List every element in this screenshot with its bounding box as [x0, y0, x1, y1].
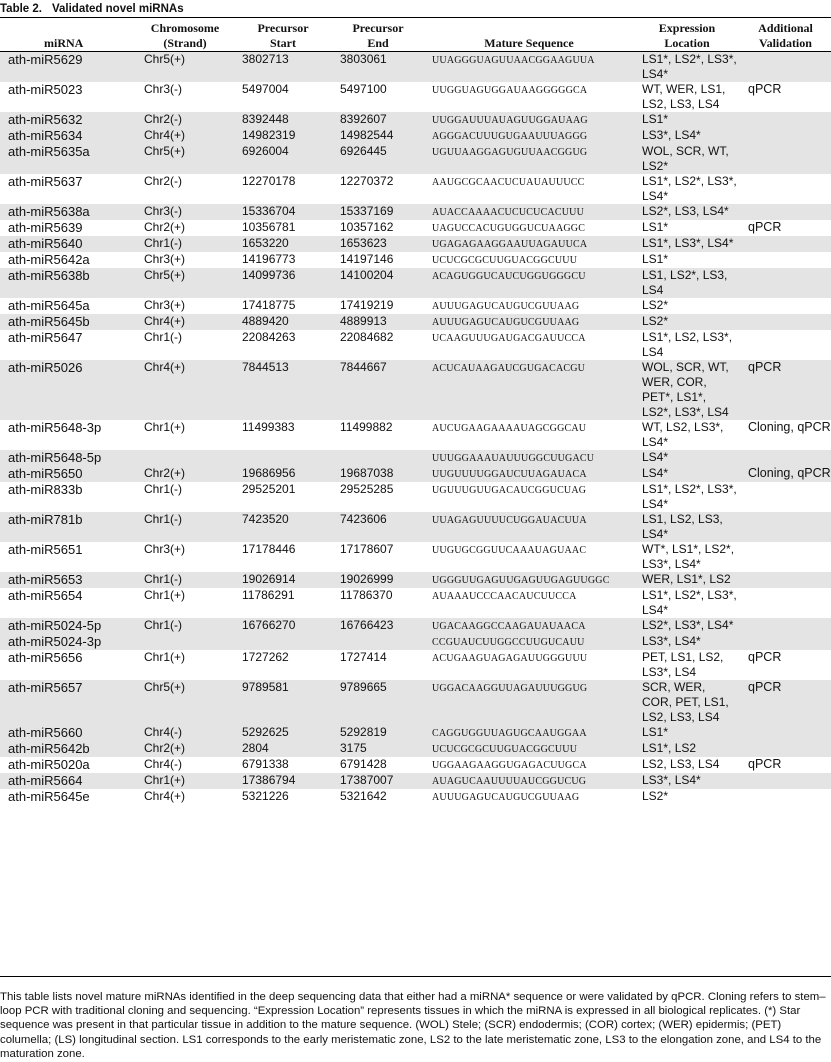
cell-mature-sequence: UUGUUUUGGAUCUUAGAUACA	[424, 466, 634, 482]
cell-additional-validation	[740, 112, 831, 128]
cell-precursor-end: 7423606	[332, 512, 424, 542]
cell-precursor-start: 7844513	[234, 360, 332, 420]
cell-expression-location: LS2*	[642, 298, 669, 312]
cell-mature-sequence: CCGUAUCUUGGCCUUGUCAUU	[424, 634, 634, 650]
col-chromosome: Chromosome (Strand)	[150, 21, 220, 50]
cell-precursor-end: 19687038	[332, 466, 424, 482]
cell-mature-sequence: UUUGGAAAUAUUUGGCUUGACU	[424, 450, 634, 466]
cell-additional-validation	[740, 268, 831, 298]
cell-mature-sequence: AUUUGAGUCAUGUCGUUAAG	[432, 301, 580, 312]
cell-expression-location: LS2, LS3, LS4	[642, 757, 720, 771]
table-row	[0, 512, 831, 542]
cell-precursor-start: 5292625	[234, 725, 332, 741]
cell-mirna: ath-miR5651	[8, 542, 83, 557]
cell-expression-location: LS2*, LS3*, LS4*	[634, 618, 740, 634]
cell-chromosome: Chr4(-)	[144, 757, 182, 771]
cell-additional-validation: qPCR	[740, 680, 831, 725]
cell-expression-location: LS3*, LS4*	[634, 773, 740, 789]
table-row	[0, 112, 831, 128]
cell-mirna: ath-miR5024-5p	[0, 618, 136, 634]
cell-precursor-end: 5321642	[340, 789, 387, 803]
cell-mature-sequence: UGGGUUGAGUUGAGUUGAGUUGGC	[424, 572, 634, 588]
cell-expression-location: LS3*, LS4*	[634, 128, 740, 144]
cell-mirna: ath-miR5634	[0, 128, 136, 144]
cell-additional-validation	[740, 52, 831, 83]
cell-mirna: ath-miR5664	[0, 773, 136, 789]
cell-precursor-start: 14196773	[242, 252, 296, 266]
cell-additional-validation	[740, 482, 831, 512]
cell-chromosome: Chr5(+)	[136, 52, 234, 83]
cell-precursor-end: 14197146	[340, 252, 394, 266]
cell-mirna: ath-miR5020a	[8, 757, 90, 772]
cell-precursor-start: 4889420	[234, 314, 332, 330]
cell-precursor-start: 10356781	[242, 220, 296, 234]
cell-mature-sequence: UGAGAGAAGGAAUUAGAUUCA	[424, 236, 634, 252]
cell-additional-validation: qPCR	[748, 757, 782, 771]
cell-precursor-start: 14099736	[234, 268, 332, 298]
table-caption-title: Validated novel miRNAs	[51, 3, 184, 15]
cell-mirna: ath-miR5648-3p	[8, 420, 102, 435]
cell-precursor-end: 11499882	[340, 420, 393, 434]
cell-mature-sequence: AAUGCGCAACUCUAUAUUUCC	[432, 177, 585, 188]
table-row	[0, 360, 831, 420]
cell-expression-location: LS1*	[642, 252, 669, 266]
cell-chromosome: Chr1(-)	[144, 330, 182, 344]
cell-additional-validation	[740, 512, 831, 542]
cell-mirna: ath-miR5632	[0, 112, 136, 128]
cell-precursor-end: 16766423	[332, 618, 424, 634]
cell-additional-validation	[740, 725, 831, 741]
col-additional-validation: Additional Validation	[758, 21, 813, 50]
cell-precursor-end: 3175	[332, 741, 424, 757]
cell-chromosome: Chr1(-)	[136, 512, 234, 542]
cell-mature-sequence: UGGAAGAAGGUGAGACUUGCA	[432, 760, 587, 771]
table-row	[0, 680, 831, 725]
cell-mirna: ath-miR5653	[0, 572, 136, 588]
cell-mirna: ath-miR5648-5p	[0, 450, 136, 466]
cell-precursor-start: 6791338	[242, 757, 289, 771]
table-body	[0, 52, 831, 806]
cell-chromosome: Chr4(-)	[136, 725, 234, 741]
cell-mature-sequence: AUUUGAGUCAUGUCGUUAAG	[424, 314, 634, 330]
cell-precursor-start: 17418775	[242, 298, 296, 312]
table-row	[0, 82, 831, 112]
cell-mirna: ath-miR5023	[8, 82, 83, 97]
cell-additional-validation	[740, 144, 831, 174]
cell-additional-validation	[740, 298, 831, 314]
cell-chromosome: Chr2(-)	[144, 174, 182, 188]
cell-precursor-end: 17387007	[332, 773, 424, 789]
cell-chromosome: Chr2(+)	[144, 220, 186, 234]
col-precursor-end: Precursor End	[352, 21, 404, 50]
cell-mature-sequence: UCAAGUUUGAUGACGAUUCCA	[432, 333, 586, 344]
cell-additional-validation	[740, 330, 831, 360]
table-row	[0, 741, 831, 757]
cell-precursor-end: 11786370	[340, 588, 393, 602]
cell-precursor-end: 15337169	[332, 204, 424, 220]
cell-expression-location: LS4*	[634, 466, 740, 482]
cell-precursor-start	[234, 450, 332, 466]
table-row	[0, 789, 831, 805]
cell-additional-validation	[740, 252, 831, 268]
cell-mature-sequence: AUACCAAAACUCUCUCACUUU	[424, 204, 634, 220]
cell-expression-location: WT, WER, LS1, LS2, LS3, LS4	[642, 82, 726, 111]
cell-chromosome: Chr2(+)	[136, 741, 234, 757]
cell-expression-location: LS1*, LS2*, LS3*, LS4*	[642, 588, 737, 617]
cell-additional-validation	[740, 128, 831, 144]
cell-chromosome: Chr1(+)	[144, 588, 186, 602]
cell-additional-validation	[740, 542, 831, 572]
cell-chromosome: Chr3(-)	[144, 82, 182, 96]
cell-chromosome	[136, 450, 234, 466]
cell-mature-sequence: AUAAAUCCCAACAUCUUCCA	[432, 591, 577, 602]
cell-precursor-start: 1727262	[242, 650, 289, 664]
cell-chromosome: Chr3(-)	[136, 204, 234, 220]
col-precursor-start: Precursor Start	[257, 21, 309, 50]
cell-precursor-start: 5497004	[242, 82, 289, 96]
cell-mature-sequence: UGACAAGGCCAAGAUAUAACA	[424, 618, 634, 634]
cell-additional-validation	[740, 314, 831, 330]
cell-mirna: ath-miR5642a	[8, 252, 90, 267]
cell-mirna: ath-miR5629	[0, 52, 136, 83]
cell-expression-location: LS4*	[634, 450, 740, 466]
cell-precursor-start: 17178446	[242, 542, 296, 556]
cell-expression-location: WT, LS2, LS3*, LS4*	[642, 420, 724, 449]
cell-additional-validation	[740, 618, 831, 634]
cell-mirna: ath-miR5645e	[8, 789, 90, 804]
cell-precursor-end: 8392607	[332, 112, 424, 128]
table-row	[0, 466, 831, 482]
table-row	[0, 757, 831, 773]
cell-precursor-end: 12270372	[340, 174, 394, 188]
cell-chromosome: Chr4(+)	[136, 360, 234, 420]
cell-additional-validation	[740, 741, 831, 757]
cell-mature-sequence: UCUCGCGCUUGUACGGCUUU	[432, 255, 578, 266]
cell-precursor-start: 7423520	[234, 512, 332, 542]
table-footnote: This table lists novel mature miRNAs identified in the deep sequencing data that either had a miRNA* sequence or were validated by qPCR. Cloning refers to stem–loop PCR with traditional cloning and sequencing. “Expression Location” represents tissues in which the miRNA is expressed in all biological replicates. (*) Star sequence was present in that particular tissue in addition to the mature sequence. (WOL) Stele; (SCR) endodermis; (COR) cortex; (WER) epidermis; (PET) columella; (LS) longitudinal section. LS1 corresponds to the early meristematic zone, LS2 to the late meristematic zone, LS3 to the elongation zone, and LS4 to the maturation zone.	[0, 991, 826, 1060]
cell-expression-location: WT*, LS1*, LS2*, LS3*, LS4*	[642, 542, 735, 571]
cell-additional-validation: qPCR	[740, 360, 831, 420]
cell-mirna: ath-miR5638a	[0, 204, 136, 220]
cell-expression-location: SCR, WER, COR, PET, LS1, LS2, LS3, LS4	[634, 680, 740, 725]
cell-mirna: ath-miR5645a	[8, 298, 90, 313]
cell-mature-sequence: UAGUCCACUGUGGUCUAAGGC	[432, 223, 586, 234]
table-row	[0, 128, 831, 144]
col-mature-sequence: Mature Sequence	[484, 36, 574, 50]
cell-mirna: ath-miR833b	[8, 482, 83, 497]
cell-chromosome: Chr1(-)	[136, 236, 234, 252]
cell-precursor-end: 6926445	[332, 144, 424, 174]
cell-mature-sequence: AUCUGAAGAAAAUAGCGGCAU	[432, 423, 587, 434]
cell-chromosome: Chr4(+)	[144, 789, 186, 803]
cell-mirna: ath-miR5024-3p	[0, 634, 136, 650]
cell-precursor-end: 14100204	[332, 268, 424, 298]
cell-expression-location: LS1, LS2, LS3, LS4*	[634, 512, 740, 542]
cell-expression-location: LS3*, LS4*	[634, 634, 740, 650]
col-mirna: miRNA	[44, 36, 84, 50]
cell-additional-validation: Cloning, qPCR	[748, 420, 831, 434]
cell-mature-sequence: ACUCAUAAGAUCGUGACACGU	[424, 360, 634, 420]
cell-chromosome: Chr5(+)	[136, 144, 234, 174]
cell-precursor-end: 5292819	[332, 725, 424, 741]
cell-chromosome: Chr1(+)	[144, 650, 186, 664]
table-row	[0, 450, 831, 466]
table-row	[0, 588, 831, 618]
cell-precursor-end: 19026999	[332, 572, 424, 588]
cell-precursor-start: 29525201	[242, 482, 296, 496]
table-row	[0, 420, 831, 450]
table-row	[0, 572, 831, 588]
table-header	[0, 19, 831, 52]
cell-mature-sequence: ACUGAAGUAGAGAUUGGGUUU	[432, 653, 588, 664]
cell-precursor-end: 17419219	[340, 298, 394, 312]
cell-chromosome	[136, 634, 234, 650]
table-row	[0, 298, 831, 314]
table-row	[0, 52, 831, 83]
cell-additional-validation: qPCR	[748, 650, 782, 664]
cell-chromosome: Chr2(+)	[136, 466, 234, 482]
cell-mature-sequence: UUGGUAGUGGAUAAGGGGGCA	[432, 85, 588, 96]
cell-precursor-start: 14982319	[234, 128, 332, 144]
table-row	[0, 174, 831, 204]
table-row	[0, 542, 831, 572]
cell-mature-sequence: CAGGUGGUUAGUGCAAUGGAA	[424, 725, 634, 741]
cell-precursor-start: 1653220	[234, 236, 332, 252]
cell-mirna: ath-miR5639	[8, 220, 83, 235]
cell-chromosome: Chr1(-)	[144, 482, 182, 496]
cell-precursor-start: 3802713	[234, 52, 332, 83]
cell-precursor-start: 15336704	[234, 204, 332, 220]
cell-precursor-end: 6791428	[340, 757, 387, 771]
cell-precursor-start: 8392448	[234, 112, 332, 128]
cell-precursor-start: 19686956	[234, 466, 332, 482]
table-row	[0, 482, 831, 512]
cell-additional-validation: qPCR	[748, 82, 782, 96]
cell-precursor-end: 9789665	[332, 680, 424, 725]
cell-precursor-start: 11499383	[242, 420, 295, 434]
cell-additional-validation	[740, 236, 831, 252]
cell-mature-sequence: UGGACAAGGUUAGAUUUGGUG	[424, 680, 634, 725]
cell-chromosome: Chr1(-)	[136, 572, 234, 588]
cell-chromosome: Chr1(+)	[136, 773, 234, 789]
cell-expression-location: WOL, SCR, WT, LS2*	[634, 144, 740, 174]
cell-additional-validation	[740, 450, 831, 466]
cell-mirna: ath-miR5654	[8, 588, 83, 603]
cell-mature-sequence: UUGUGCGGUUCAAAUAGUAAC	[432, 545, 587, 556]
table-row	[0, 634, 831, 650]
table-row	[0, 314, 831, 330]
cell-precursor-start: 17386794	[234, 773, 332, 789]
table-row	[0, 220, 831, 236]
cell-precursor-end: 5497100	[340, 82, 387, 96]
cell-precursor-start: 6926004	[234, 144, 332, 174]
cell-mirna: ath-miR5642b	[0, 741, 136, 757]
table-row	[0, 650, 831, 680]
cell-precursor-start: 12270178	[242, 174, 296, 188]
cell-mature-sequence: AUAGUCAAUUUUAUCGGUCUG	[424, 773, 634, 789]
cell-mature-sequence: UCUCGCGCUUGUACGGCUUU	[424, 741, 634, 757]
cell-expression-location: LS1*, LS2*, LS3*, LS4*	[642, 482, 737, 511]
cell-expression-location: LS2*, LS3, LS4*	[634, 204, 740, 220]
cell-mirna: ath-miR5640	[0, 236, 136, 252]
cell-expression-location: LS1*	[634, 112, 740, 128]
table-row	[0, 252, 831, 268]
cell-precursor-start: 16766270	[234, 618, 332, 634]
cell-expression-location: LS1*	[642, 220, 669, 234]
cell-precursor-end: 29525285	[340, 482, 394, 496]
cell-precursor-end	[332, 634, 424, 650]
cell-mature-sequence: UUAGAGUUUUCUGGAUACUUA	[424, 512, 634, 542]
table-caption-label: Table 2.	[0, 3, 42, 15]
cell-chromosome: Chr5(+)	[136, 268, 234, 298]
cell-precursor-end	[332, 450, 424, 466]
cell-precursor-end: 1653623	[332, 236, 424, 252]
cell-chromosome: Chr1(+)	[144, 420, 186, 434]
table-row	[0, 618, 831, 634]
table-row	[0, 725, 831, 741]
cell-chromosome: Chr3(+)	[144, 252, 186, 266]
table-row	[0, 773, 831, 789]
table-row	[0, 144, 831, 174]
cell-expression-location: LS1*, LS2*, LS3*, LS4*	[634, 52, 740, 83]
cell-expression-location: WOL, SCR, WT, WER, COR, PET*, LS1*, LS2*, LS3*, LS4	[634, 360, 740, 420]
cell-mature-sequence: AGGGACUUUGUGAAUUUAGGG	[424, 128, 634, 144]
cell-expression-location: LS1*, LS2	[634, 741, 740, 757]
cell-additional-validation	[740, 634, 831, 650]
cell-additional-validation: qPCR	[748, 220, 782, 234]
cell-precursor-end: 17178607	[340, 542, 394, 556]
cell-mature-sequence: AUUUGAGUCAUGUCGUUAAG	[432, 792, 580, 803]
cell-precursor-end: 22084682	[340, 330, 394, 344]
cell-expression-location: PET, LS1, LS2, LS3*, LS4	[642, 650, 724, 679]
mirna-table	[0, 19, 831, 805]
cell-expression-location: WER, LS1*, LS2	[634, 572, 740, 588]
cell-mature-sequence: UUGGAUUUAUAGUUGGAUAAG	[424, 112, 634, 128]
cell-mirna: ath-miR5645b	[0, 314, 136, 330]
table-row	[0, 204, 831, 220]
cell-precursor-start: 11786291	[242, 588, 295, 602]
cell-mirna: ath-miR5657	[0, 680, 136, 725]
cell-precursor-end: 3803061	[332, 52, 424, 83]
cell-precursor-end: 10357162	[340, 220, 394, 234]
cell-precursor-start: 5321226	[242, 789, 289, 803]
cell-expression-location: LS2*	[642, 789, 669, 803]
top-rule	[0, 17, 831, 18]
cell-chromosome: Chr5(+)	[136, 680, 234, 725]
cell-expression-location: LS2*	[634, 314, 740, 330]
cell-precursor-start: 19026914	[234, 572, 332, 588]
cell-mirna: ath-miR781b	[0, 512, 136, 542]
cell-additional-validation	[740, 789, 831, 805]
cell-expression-location: LS1*, LS3*, LS4*	[634, 236, 740, 252]
cell-expression-location: LS1*, LS2, LS3*, LS4	[642, 330, 733, 359]
cell-precursor-end: 4889913	[332, 314, 424, 330]
cell-mirna: ath-miR5650	[0, 466, 136, 482]
cell-mirna: ath-miR5638b	[0, 268, 136, 298]
table-row	[0, 236, 831, 252]
cell-mature-sequence: UGUUAAGGAGUGUUAACGGUG	[424, 144, 634, 174]
cell-additional-validation	[740, 174, 831, 204]
cell-expression-location: LS1*	[634, 725, 740, 741]
cell-mirna: ath-miR5637	[8, 174, 83, 189]
cell-precursor-start	[234, 634, 332, 650]
cell-additional-validation	[740, 773, 831, 789]
cell-expression-location: LS1, LS2*, LS3, LS4	[634, 268, 740, 298]
cell-precursor-end: 7844667	[332, 360, 424, 420]
cell-mature-sequence: UGUUUGUUGACAUCGGUCUAG	[432, 485, 587, 496]
cell-additional-validation	[740, 204, 831, 220]
cell-mature-sequence: ACAGUGGUCAUCUGGUGGGCU	[424, 268, 634, 298]
cell-precursor-start: 2804	[234, 741, 332, 757]
table-caption	[0, 0, 184, 18]
cell-chromosome: Chr1(-)	[136, 618, 234, 634]
cell-mirna: ath-miR5026	[0, 360, 136, 420]
table-row	[0, 330, 831, 360]
cell-precursor-start: 9789581	[234, 680, 332, 725]
cell-precursor-start: 22084263	[242, 330, 296, 344]
cell-expression-location: LS1*, LS2*, LS3*, LS4*	[642, 174, 737, 203]
cell-mirna: ath-miR5647	[8, 330, 83, 345]
cell-chromosome: Chr3(+)	[144, 298, 186, 312]
bottom-rule	[0, 976, 831, 977]
cell-mirna: ath-miR5635a	[0, 144, 136, 174]
cell-chromosome: Chr3(+)	[144, 542, 186, 556]
table-row	[0, 268, 831, 298]
cell-mirna: ath-miR5660	[0, 725, 136, 741]
col-expression-location: Expression Location	[658, 21, 716, 50]
cell-additional-validation	[740, 572, 831, 588]
cell-precursor-end: 1727414	[340, 650, 387, 664]
cell-chromosome: Chr2(-)	[136, 112, 234, 128]
cell-precursor-end: 14982544	[332, 128, 424, 144]
cell-chromosome: Chr4(+)	[136, 314, 234, 330]
cell-mirna: ath-miR5656	[8, 650, 83, 665]
cell-additional-validation	[740, 588, 831, 618]
cell-mature-sequence: UUAGGGUAGUUAACGGAAGUUA	[424, 52, 634, 83]
cell-chromosome: Chr4(+)	[136, 128, 234, 144]
cell-additional-validation: Cloning, qPCR	[740, 466, 831, 482]
